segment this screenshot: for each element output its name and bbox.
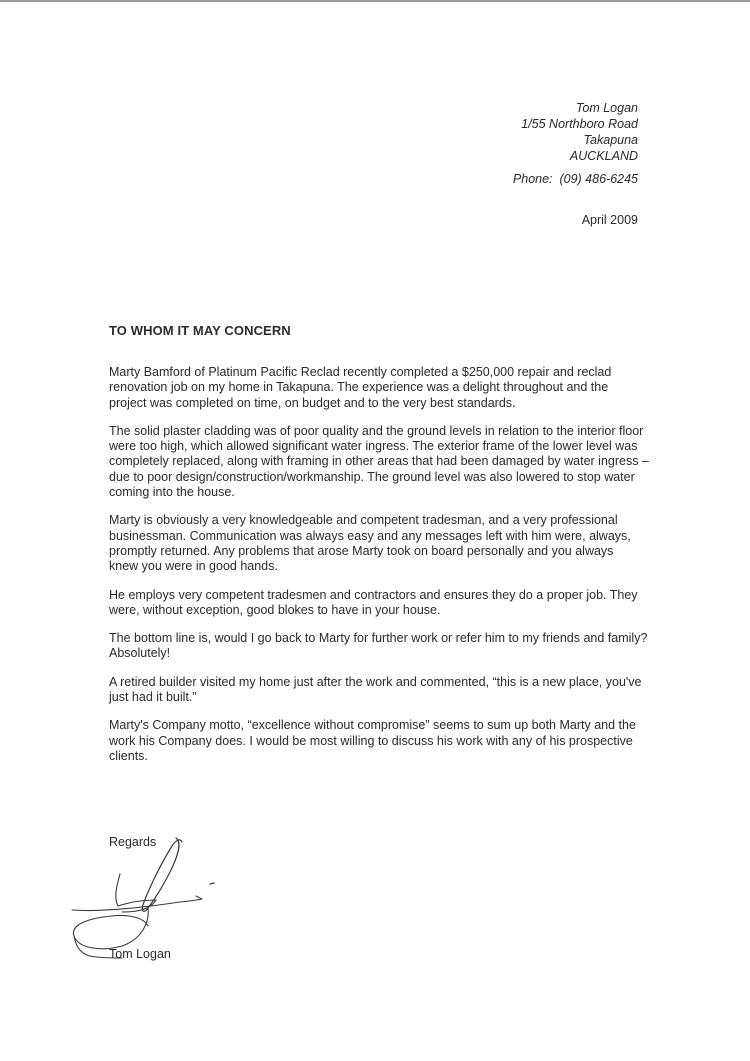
paragraph xyxy=(109,675,649,706)
paragraph-line: clients. xyxy=(109,748,148,763)
sender-street: 1/55 Northboro Road xyxy=(521,117,638,131)
paragraph-line: were, without exception, good blokes to have in your house. xyxy=(109,602,441,617)
sender-city: AUCKLAND xyxy=(569,149,638,163)
paragraph xyxy=(109,631,649,662)
paragraph-line: project was completed on time, on budget and to the very best standards. xyxy=(109,395,516,410)
paragraph-line: renovation job on my home in Takapuna. The experience was a delight throughout and the xyxy=(109,380,609,395)
sender-suburb: Takapuna xyxy=(583,133,638,147)
sender-address xyxy=(521,100,638,164)
paragraph-line: coming into the house. xyxy=(109,485,235,500)
paragraph-line: knew you were in good hands. xyxy=(109,559,278,574)
paragraph-line: The bottom line is, would I go back to Marty for further work or refer him to my friends and family? xyxy=(109,631,648,646)
signer-name: Tom Logan xyxy=(109,947,171,961)
paragraph-line: promptly returned. Any problems that arose Marty took on board personally and you always xyxy=(109,543,614,558)
paragraph-line: Absolutely! xyxy=(109,646,171,661)
paragraph-line: due to poor design/construction/workmanship. The ground level was also lowered to stop water xyxy=(109,469,635,484)
paragraph-line: The solid plaster cladding was of poor quality and the ground levels in relation to the interior floor xyxy=(109,423,644,438)
paragraph xyxy=(109,718,649,764)
sender-name: Tom Logan xyxy=(575,101,638,115)
paragraph xyxy=(109,588,649,619)
paragraph-line: Marty Bamford of Platinum Pacific Reclad recently completed a $250,000 repair and reclad xyxy=(109,365,612,379)
paragraph-line: A retired builder visited my home just after the work and commented, “this is a new place, you've xyxy=(109,674,642,689)
paragraph xyxy=(109,365,649,411)
paragraph-line: Marty's Company motto, “excellence without compromise” seems to sum up both Marty and the xyxy=(109,718,636,733)
paragraph-line: completely replaced, along with framing in other areas that had been damaged by water ingress – xyxy=(109,454,649,469)
paragraph-line: He employs very competent tradesmen and contractors and ensures they do a proper job. They xyxy=(109,587,638,602)
letter-date: April 2009 xyxy=(581,213,638,227)
paragraph-line: work his Company does. I would be most willing to discuss his work with any of his prospective xyxy=(109,733,633,748)
paragraph-line: just had it built.” xyxy=(109,690,197,705)
paragraph-line: were too high, which allowed significant water ingress. The exterior frame of the lower level was xyxy=(109,439,638,454)
closing-regards: Regards xyxy=(109,835,157,849)
letter-heading: TO WHOM IT MAY CONCERN xyxy=(109,323,291,338)
scan-edge xyxy=(0,0,750,2)
sender-phone: Phone: (09) 486-6245 xyxy=(512,172,638,186)
paragraph xyxy=(109,424,649,500)
paragraph-line: businessman. Communication was always easy and any messages left with him were, always, xyxy=(109,528,631,543)
paragraph xyxy=(109,513,649,574)
letter-body xyxy=(109,365,649,777)
paragraph-line: Marty is obviously a very knowledgeable and competent tradesman, and a very professional xyxy=(109,513,618,528)
